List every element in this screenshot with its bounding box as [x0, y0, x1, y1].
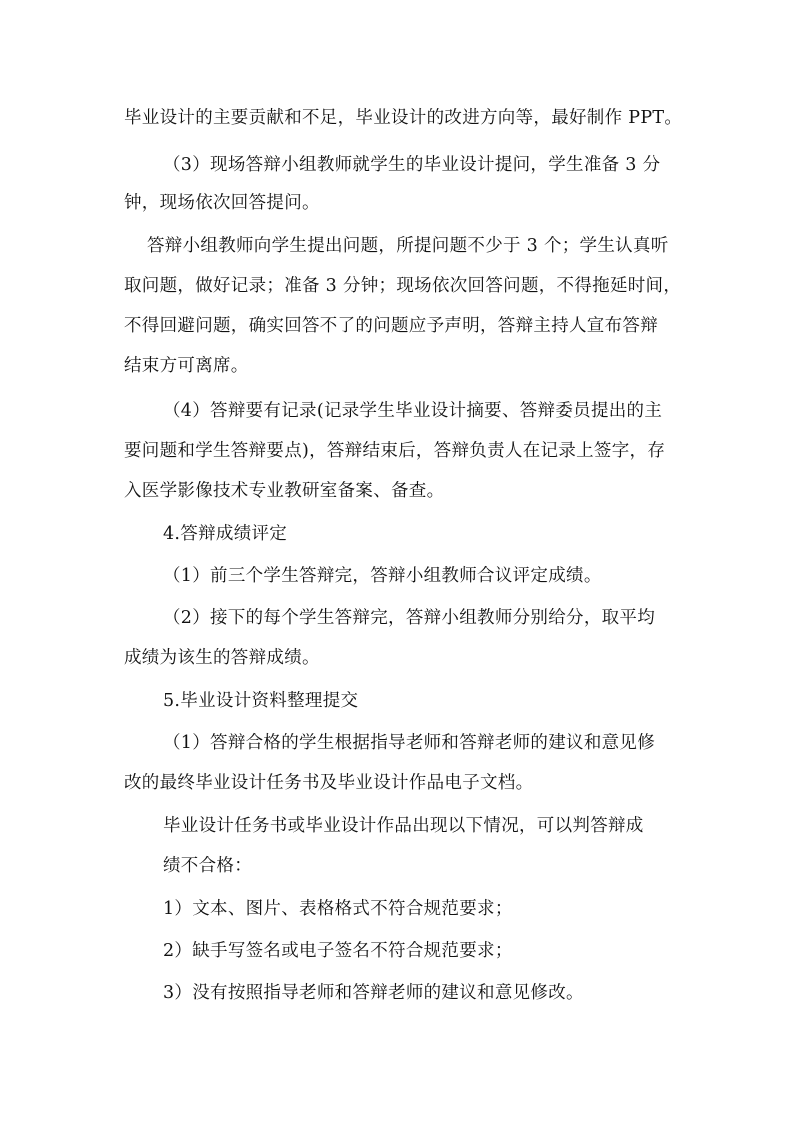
text-line: 取问题，做好记录；准备 3 分钟；现场依次回答问题，不得拖延时间， — [124, 276, 682, 296]
section-heading: 4.答辩成绩评定 — [163, 524, 288, 544]
section-heading: 5.毕业设计资料整理提交 — [163, 691, 359, 711]
list-item: 1）文本、图片、表格格式不符合规范要求； — [163, 899, 513, 919]
list-item: 3）没有按照指导老师和答辩老师的建议和意见修改。 — [163, 983, 584, 1003]
text-line: 绩不合格： — [163, 856, 252, 876]
text-line: 入医学影像技术专业教研室备案、备查。 — [124, 481, 445, 501]
text-line: （4）答辩要有记录(记录学生毕业设计摘要、答辩委员提出的主 — [163, 401, 663, 421]
text-line: （2）接下的每个学生答辩完，答辩小组教师分别给分，取平均 — [163, 608, 656, 628]
text-line: 不得回避问题，确实回答不了的问题应予声明，答辩主持人宣布答辩 — [124, 316, 658, 336]
text-line: 毕业设计的主要贡献和不足，毕业设计的改进方向等，最好制作 PPT。 — [124, 108, 683, 128]
text-line: 要问题和学生答辩要点)，答辩结束后，答辩负责人在记录上签字，存 — [124, 441, 666, 461]
text-line: 毕业设计任务书或毕业设计作品出现以下情况，可以判答辩成 — [163, 816, 644, 836]
text-line: 改的最终毕业设计任务书及毕业设计作品电子文档。 — [124, 773, 534, 793]
text-line: 钟，现场依次回答提问。 — [124, 193, 320, 213]
text-line: （3）现场答辩小组教师就学生的毕业设计提问，学生准备 3 分 — [163, 155, 661, 175]
list-item: 2）缺手写签名或电子签名不符合规范要求； — [163, 941, 513, 961]
text-line: 答辩小组教师向学生提出问题，所提问题不少于 3 个；学生认真听 — [147, 236, 669, 256]
text-line: （1）答辩合格的学生根据指导老师和答辩老师的建议和意见修 — [163, 733, 656, 753]
text-line: （1）前三个学生答辩完，答辩小组教师合议评定成绩。 — [163, 566, 602, 586]
text-line: 结束方可离席。 — [124, 356, 249, 376]
text-line: 成绩为该生的答辩成绩。 — [124, 648, 320, 668]
